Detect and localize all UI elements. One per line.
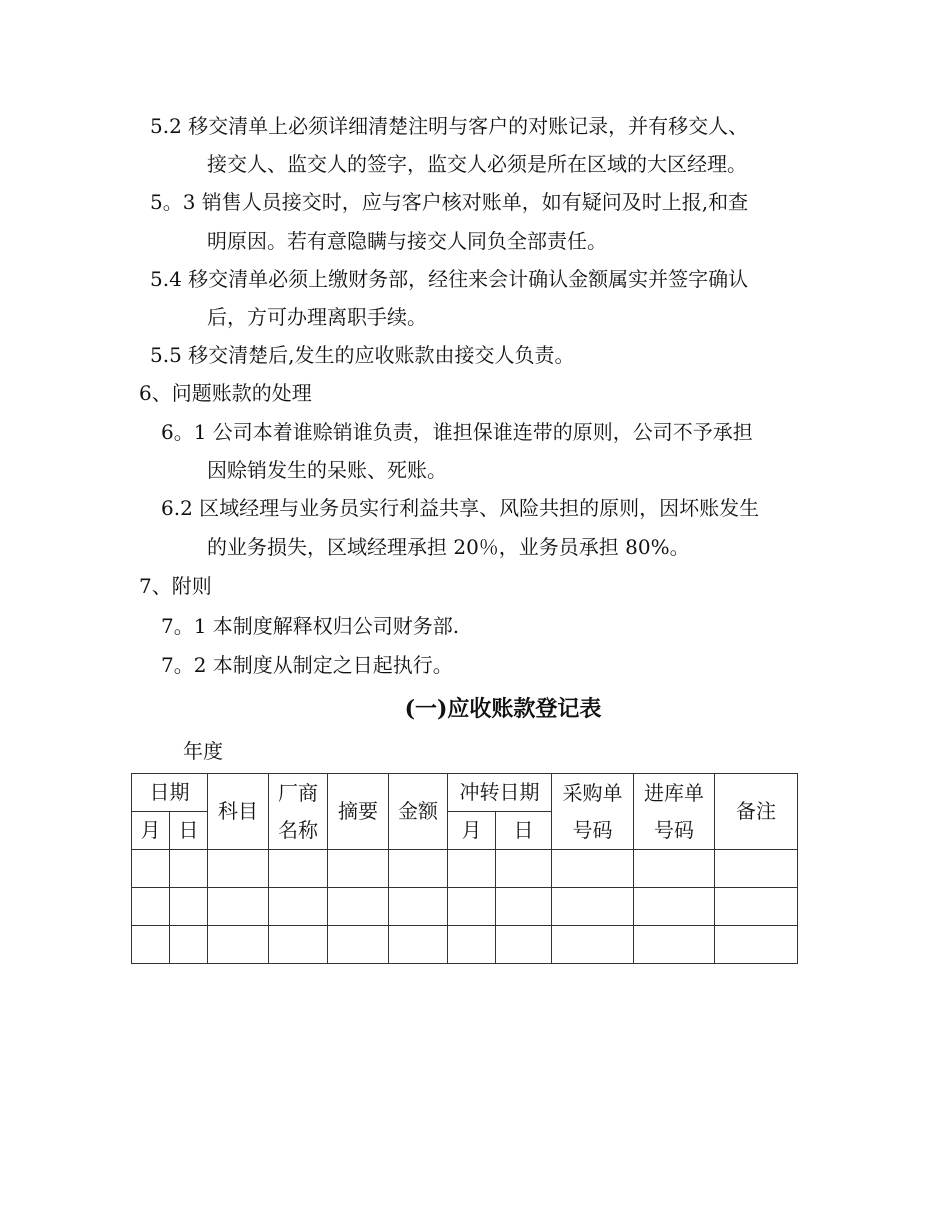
clause-5-3-line-1: 5。3 销售人员接交时，应与客户核对账单，如有疑问及时上报,和查 xyxy=(150,190,749,214)
table-cell[interactable] xyxy=(715,926,798,964)
clause-7-2: 7。2 本制度从制定之日起执行。 xyxy=(161,653,453,677)
table-cell[interactable] xyxy=(208,926,269,964)
table-cell[interactable] xyxy=(389,926,448,964)
header-transfer-day: 日 xyxy=(496,812,552,850)
table-cell[interactable] xyxy=(328,850,389,888)
clause-5-4-line-2: 后，方可办理离职手续。 xyxy=(207,305,427,329)
receivables-register-table xyxy=(131,773,798,964)
table-cell[interactable] xyxy=(552,888,634,926)
table-cell[interactable] xyxy=(448,926,496,964)
header-vendor-name xyxy=(269,774,328,850)
table-cell[interactable] xyxy=(269,926,328,964)
table-cell[interactable] xyxy=(634,888,715,926)
table-cell[interactable] xyxy=(132,926,170,964)
clause-5-2-line-1: 5.2 移交清单上必须详细清楚注明与客户的对账记录，并有移交人、 xyxy=(150,114,749,138)
table-cell[interactable] xyxy=(552,926,634,964)
table-cell[interactable] xyxy=(715,888,798,926)
table-row xyxy=(132,850,798,888)
header-date: 日期 xyxy=(132,774,208,812)
table-cell[interactable] xyxy=(634,850,715,888)
table-cell[interactable] xyxy=(715,850,798,888)
table-cell[interactable] xyxy=(389,888,448,926)
clause-5-3-line-2: 明原因。若有意隐瞒与接交人同负全部责任。 xyxy=(207,229,607,253)
table-cell[interactable] xyxy=(552,850,634,888)
table-cell[interactable] xyxy=(328,926,389,964)
table-cell[interactable] xyxy=(269,850,328,888)
clause-5-4-line-1: 5.4 移交清单必须上缴财务部，经往来会计确认金额属实并签字确认 xyxy=(150,267,749,291)
header-purchase-line-1: 采购单 xyxy=(562,780,623,805)
clause-6-1-line-2: 因赊销发生的呆账、死账。 xyxy=(207,458,447,482)
table-cell[interactable] xyxy=(170,850,208,888)
header-summary: 摘要 xyxy=(328,774,389,850)
table-cell[interactable] xyxy=(634,926,715,964)
table-cell[interactable] xyxy=(496,888,552,926)
clause-6-1-line-1: 6。1 公司本着谁赊销谁负责，谁担保谁连带的原则，公司不予承担 xyxy=(161,420,753,444)
header-remarks: 备注 xyxy=(715,774,798,850)
header-vendor-line-2: 名称 xyxy=(278,817,318,842)
header-vendor-line-1: 厂商 xyxy=(278,780,318,805)
header-month: 月 xyxy=(132,812,170,850)
table-cell[interactable] xyxy=(496,926,552,964)
table-cell[interactable] xyxy=(269,888,328,926)
header-day: 日 xyxy=(170,812,208,850)
clause-7-1: 7。1 本制度解释权归公司财务部. xyxy=(161,614,460,638)
header-transfer-month: 月 xyxy=(448,812,496,850)
clause-5-2-line-2: 接交人、监交人的签字，监交人必须是所在区域的大区经理。 xyxy=(207,152,747,176)
header-amount: 金额 xyxy=(389,774,448,850)
clause-5-5: 5.5 移交清楚后,发生的应收账款由接交人负责。 xyxy=(150,343,575,367)
table-cell[interactable] xyxy=(170,926,208,964)
table-cell[interactable] xyxy=(496,850,552,888)
header-purchase-line-2: 号码 xyxy=(572,817,613,842)
table-cell[interactable] xyxy=(132,850,170,888)
clause-6-2-line-2: 的业务损失，区域经理承担 20％，业务员承担 80%。 xyxy=(207,535,690,559)
table-row xyxy=(132,888,798,926)
table-cell[interactable] xyxy=(170,888,208,926)
table-cell[interactable] xyxy=(208,888,269,926)
section-6-heading: 6、问题账款的处理 xyxy=(139,381,312,405)
header-purchase-number xyxy=(552,774,634,850)
table-cell[interactable] xyxy=(448,850,496,888)
table-header-row xyxy=(132,774,798,812)
table-cell[interactable] xyxy=(389,850,448,888)
table-title: (一)应收账款登记表 xyxy=(404,696,602,722)
section-7-heading: 7、附则 xyxy=(139,574,212,598)
header-subject: 科目 xyxy=(208,774,269,850)
table-cell[interactable] xyxy=(328,888,389,926)
header-receipt-number xyxy=(634,774,715,850)
header-receipt-line-1: 进库单 xyxy=(644,780,704,805)
table-cell[interactable] xyxy=(208,850,269,888)
header-receipt-line-2: 号码 xyxy=(654,817,694,842)
clause-6-2-line-1: 6.2 区域经理与业务员实行利益共享、风险共担的原则，因坏账发生 xyxy=(161,496,760,520)
table-row xyxy=(132,926,798,964)
table-cell[interactable] xyxy=(132,888,170,926)
table-cell[interactable] xyxy=(448,888,496,926)
header-transfer-date: 冲转日期 xyxy=(448,774,552,812)
year-label: 年度 xyxy=(183,739,223,763)
